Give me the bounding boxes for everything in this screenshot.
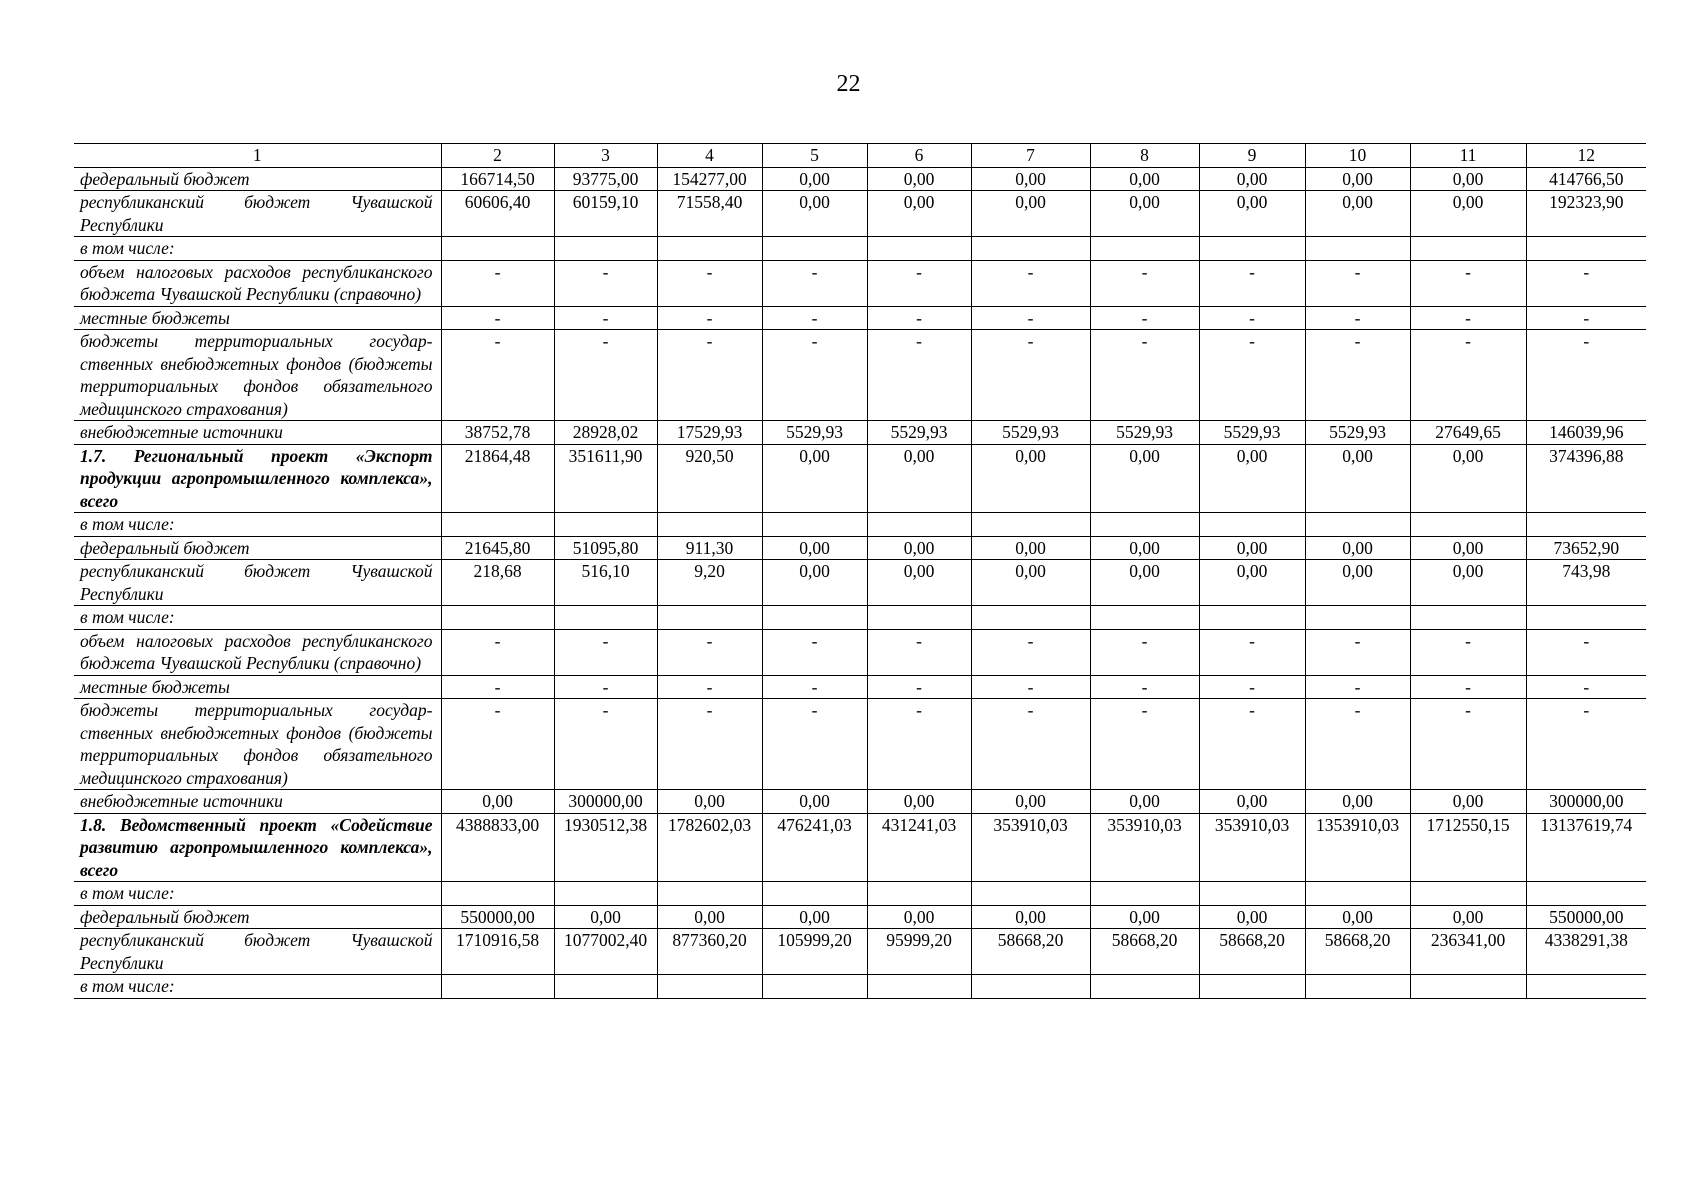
- value-cell-col-5: -: [762, 675, 867, 699]
- value-cell-col-9: -: [1199, 330, 1305, 421]
- value-cell-col-7: 0,00: [971, 191, 1090, 237]
- row-label-cell: бюджеты территориальных государственных внебюджетных фондов (бюджеты территориальных фондов обязательного медицинского страхования): [74, 330, 441, 421]
- value-cell-col-4: [657, 513, 762, 537]
- value-cell-col-12: 73652,90: [1526, 536, 1646, 560]
- value-cell-col-10: 0,00: [1305, 560, 1410, 606]
- project-title-cell: 1.7. Региональный проект «Экспорт продукции агропромышленного комплекса», всего: [74, 444, 441, 513]
- value-cell-col-12: [1526, 882, 1646, 906]
- table-row: [74, 306, 1646, 330]
- value-cell-col-3: -: [554, 629, 657, 675]
- column-header-7: 7: [971, 144, 1090, 168]
- header-row: [74, 144, 1646, 168]
- value-cell-col-4: 877360,20: [657, 929, 762, 975]
- value-cell-col-8: -: [1090, 330, 1199, 421]
- value-cell-col-6: 0,00: [867, 790, 971, 814]
- column-header-9: 9: [1199, 144, 1305, 168]
- row-label-cell: республиканский бюджет Чувашской Республики: [74, 929, 441, 975]
- value-cell-col-12: -: [1526, 629, 1646, 675]
- value-cell-col-7: -: [971, 699, 1090, 790]
- value-cell-col-8: [1090, 237, 1199, 261]
- value-cell-col-7: [971, 606, 1090, 630]
- value-cell-col-2: -: [441, 260, 554, 306]
- value-cell-col-8: 0,00: [1090, 560, 1199, 606]
- value-cell-col-3: [554, 237, 657, 261]
- table-row: [74, 444, 1646, 513]
- column-header-6: 6: [867, 144, 971, 168]
- value-cell-col-3: 300000,00: [554, 790, 657, 814]
- value-cell-col-11: 0,00: [1410, 536, 1526, 560]
- column-header-1: 1: [74, 144, 441, 168]
- value-cell-col-10: -: [1305, 675, 1410, 699]
- value-cell-col-11: -: [1410, 699, 1526, 790]
- value-cell-col-4: 154277,00: [657, 167, 762, 191]
- table-row: [74, 513, 1646, 537]
- value-cell-col-8: 0,00: [1090, 536, 1199, 560]
- value-cell-col-5: 0,00: [762, 191, 867, 237]
- value-cell-col-7: 0,00: [971, 790, 1090, 814]
- value-cell-col-11: [1410, 882, 1526, 906]
- value-cell-col-11: 1712550,15: [1410, 813, 1526, 882]
- value-cell-col-5: 0,00: [762, 444, 867, 513]
- value-cell-col-6: -: [867, 260, 971, 306]
- value-cell-col-7: 58668,20: [971, 929, 1090, 975]
- table-row: [74, 929, 1646, 975]
- value-cell-col-11: -: [1410, 675, 1526, 699]
- value-cell-col-10: [1305, 513, 1410, 537]
- value-cell-col-6: 0,00: [867, 167, 971, 191]
- value-cell-col-5: -: [762, 699, 867, 790]
- value-cell-col-11: [1410, 975, 1526, 999]
- value-cell-col-9: 0,00: [1199, 560, 1305, 606]
- value-cell-col-9: -: [1199, 306, 1305, 330]
- value-cell-col-6: -: [867, 330, 971, 421]
- value-cell-col-2: [441, 237, 554, 261]
- row-label-cell: внебюджетные источники: [74, 790, 441, 814]
- value-cell-col-9: [1199, 975, 1305, 999]
- row-label-cell: объем налоговых расходов республиканского бюджета Чувашской Республики (справочно): [74, 629, 441, 675]
- column-header-10: 10: [1305, 144, 1410, 168]
- value-cell-col-8: 0,00: [1090, 191, 1199, 237]
- value-cell-col-7: 0,00: [971, 905, 1090, 929]
- table-row: [74, 606, 1646, 630]
- value-cell-col-2: -: [441, 675, 554, 699]
- value-cell-col-2: [441, 975, 554, 999]
- value-cell-col-10: 0,00: [1305, 536, 1410, 560]
- value-cell-col-10: -: [1305, 699, 1410, 790]
- value-cell-col-7: -: [971, 675, 1090, 699]
- value-cell-col-12: [1526, 513, 1646, 537]
- table-body: [74, 167, 1646, 998]
- row-label-cell: внебюджетные источники: [74, 421, 441, 445]
- table-row: [74, 260, 1646, 306]
- value-cell-col-2: 21864,48: [441, 444, 554, 513]
- table-row: [74, 191, 1646, 237]
- value-cell-col-5: 5529,93: [762, 421, 867, 445]
- value-cell-col-9: -: [1199, 629, 1305, 675]
- row-label-cell: местные бюджеты: [74, 675, 441, 699]
- value-cell-col-8: 5529,93: [1090, 421, 1199, 445]
- value-cell-col-10: 1353910,03: [1305, 813, 1410, 882]
- value-cell-col-2: [441, 606, 554, 630]
- value-cell-col-4: -: [657, 629, 762, 675]
- value-cell-col-3: -: [554, 675, 657, 699]
- column-header-8: 8: [1090, 144, 1199, 168]
- value-cell-col-12: 550000,00: [1526, 905, 1646, 929]
- value-cell-col-11: -: [1410, 330, 1526, 421]
- value-cell-col-4: -: [657, 330, 762, 421]
- value-cell-col-5: 0,00: [762, 905, 867, 929]
- value-cell-col-9: -: [1199, 699, 1305, 790]
- table-row: [74, 629, 1646, 675]
- value-cell-col-5: 105999,20: [762, 929, 867, 975]
- value-cell-col-2: 218,68: [441, 560, 554, 606]
- table-row: [74, 699, 1646, 790]
- value-cell-col-8: [1090, 882, 1199, 906]
- budget-table: [74, 143, 1646, 999]
- value-cell-col-8: [1090, 606, 1199, 630]
- value-cell-col-6: -: [867, 675, 971, 699]
- value-cell-col-5: 476241,03: [762, 813, 867, 882]
- value-cell-col-2: -: [441, 699, 554, 790]
- value-cell-col-5: 0,00: [762, 790, 867, 814]
- value-cell-col-7: 0,00: [971, 560, 1090, 606]
- table-row: [74, 675, 1646, 699]
- value-cell-col-6: [867, 513, 971, 537]
- value-cell-col-12: -: [1526, 260, 1646, 306]
- value-cell-col-7: [971, 975, 1090, 999]
- value-cell-col-6: 0,00: [867, 191, 971, 237]
- value-cell-col-9: [1199, 513, 1305, 537]
- table-row: [74, 790, 1646, 814]
- row-label-cell: в том числе:: [74, 975, 441, 999]
- value-cell-col-10: [1305, 237, 1410, 261]
- value-cell-col-4: [657, 237, 762, 261]
- value-cell-col-10: -: [1305, 629, 1410, 675]
- value-cell-col-4: [657, 882, 762, 906]
- value-cell-col-5: -: [762, 306, 867, 330]
- value-cell-col-4: 9,20: [657, 560, 762, 606]
- value-cell-col-11: [1410, 237, 1526, 261]
- value-cell-col-11: 0,00: [1410, 905, 1526, 929]
- row-label-cell: республиканский бюджет Чувашской Республики: [74, 560, 441, 606]
- value-cell-col-2: 60606,40: [441, 191, 554, 237]
- value-cell-col-7: [971, 513, 1090, 537]
- value-cell-col-5: -: [762, 260, 867, 306]
- value-cell-col-3: 516,10: [554, 560, 657, 606]
- table-row: [74, 813, 1646, 882]
- column-header-12: 12: [1526, 144, 1646, 168]
- value-cell-col-11: 0,00: [1410, 560, 1526, 606]
- value-cell-col-4: -: [657, 675, 762, 699]
- value-cell-col-10: 0,00: [1305, 905, 1410, 929]
- value-cell-col-2: -: [441, 306, 554, 330]
- value-cell-col-11: [1410, 606, 1526, 630]
- value-cell-col-6: 0,00: [867, 536, 971, 560]
- value-cell-col-9: 0,00: [1199, 790, 1305, 814]
- value-cell-col-7: 0,00: [971, 444, 1090, 513]
- value-cell-col-12: 4338291,38: [1526, 929, 1646, 975]
- value-cell-col-8: -: [1090, 675, 1199, 699]
- value-cell-col-5: [762, 513, 867, 537]
- value-cell-col-9: 353910,03: [1199, 813, 1305, 882]
- value-cell-col-3: -: [554, 330, 657, 421]
- value-cell-col-7: [971, 882, 1090, 906]
- value-cell-col-7: 353910,03: [971, 813, 1090, 882]
- value-cell-col-11: -: [1410, 306, 1526, 330]
- value-cell-col-2: -: [441, 330, 554, 421]
- value-cell-col-4: -: [657, 260, 762, 306]
- value-cell-col-10: 58668,20: [1305, 929, 1410, 975]
- value-cell-col-10: [1305, 975, 1410, 999]
- value-cell-col-10: 0,00: [1305, 191, 1410, 237]
- row-label-cell: в том числе:: [74, 513, 441, 537]
- value-cell-col-9: 0,00: [1199, 167, 1305, 191]
- value-cell-col-3: 93775,00: [554, 167, 657, 191]
- value-cell-col-9: 0,00: [1199, 444, 1305, 513]
- table-row: [74, 167, 1646, 191]
- value-cell-col-8: 0,00: [1090, 167, 1199, 191]
- value-cell-col-10: -: [1305, 306, 1410, 330]
- value-cell-col-10: 0,00: [1305, 790, 1410, 814]
- value-cell-col-12: [1526, 606, 1646, 630]
- value-cell-col-4: 17529,93: [657, 421, 762, 445]
- value-cell-col-3: 28928,02: [554, 421, 657, 445]
- value-cell-col-5: -: [762, 629, 867, 675]
- value-cell-col-4: [657, 606, 762, 630]
- value-cell-col-8: 0,00: [1090, 444, 1199, 513]
- value-cell-col-5: 0,00: [762, 560, 867, 606]
- value-cell-col-8: 353910,03: [1090, 813, 1199, 882]
- value-cell-col-6: [867, 882, 971, 906]
- row-label-cell: в том числе:: [74, 882, 441, 906]
- value-cell-col-9: 0,00: [1199, 536, 1305, 560]
- value-cell-col-8: -: [1090, 699, 1199, 790]
- column-header-2: 2: [441, 144, 554, 168]
- row-label-cell: объем налоговых расходов республиканского бюджета Чувашской Республики (справочно): [74, 260, 441, 306]
- value-cell-col-3: [554, 513, 657, 537]
- value-cell-col-8: 0,00: [1090, 790, 1199, 814]
- value-cell-col-4: 911,30: [657, 536, 762, 560]
- value-cell-col-3: [554, 975, 657, 999]
- value-cell-col-8: -: [1090, 629, 1199, 675]
- value-cell-col-3: 51095,80: [554, 536, 657, 560]
- value-cell-col-12: -: [1526, 675, 1646, 699]
- value-cell-col-6: -: [867, 306, 971, 330]
- row-label-cell: федеральный бюджет: [74, 536, 441, 560]
- value-cell-col-10: 5529,93: [1305, 421, 1410, 445]
- row-label-cell: бюджеты территориальных государственных внебюджетных фондов (бюджеты территориальных фондов обязательного медицинского страхования): [74, 699, 441, 790]
- value-cell-col-11: -: [1410, 260, 1526, 306]
- value-cell-col-8: [1090, 975, 1199, 999]
- value-cell-col-4: 0,00: [657, 790, 762, 814]
- table-row: [74, 237, 1646, 261]
- value-cell-col-7: 0,00: [971, 536, 1090, 560]
- value-cell-col-10: [1305, 882, 1410, 906]
- value-cell-col-6: [867, 606, 971, 630]
- value-cell-col-11: 0,00: [1410, 191, 1526, 237]
- row-label-cell: федеральный бюджет: [74, 167, 441, 191]
- value-cell-col-3: -: [554, 306, 657, 330]
- value-cell-col-6: -: [867, 629, 971, 675]
- value-cell-col-2: 4388833,00: [441, 813, 554, 882]
- value-cell-col-9: -: [1199, 260, 1305, 306]
- value-cell-col-3: -: [554, 699, 657, 790]
- table-row: [74, 330, 1646, 421]
- table-row: [74, 975, 1646, 999]
- value-cell-col-12: 192323,90: [1526, 191, 1646, 237]
- value-cell-col-3: 1077002,40: [554, 929, 657, 975]
- column-header-11: 11: [1410, 144, 1526, 168]
- value-cell-col-2: 550000,00: [441, 905, 554, 929]
- value-cell-col-12: 743,98: [1526, 560, 1646, 606]
- value-cell-col-3: -: [554, 260, 657, 306]
- table-row: [74, 882, 1646, 906]
- project-title-cell: 1.8. Ведомственный проект «Содействие развитию агропромышленного комплекса», всего: [74, 813, 441, 882]
- value-cell-col-11: 0,00: [1410, 167, 1526, 191]
- value-cell-col-11: 0,00: [1410, 444, 1526, 513]
- value-cell-col-2: 1710916,58: [441, 929, 554, 975]
- value-cell-col-6: -: [867, 699, 971, 790]
- value-cell-col-11: [1410, 513, 1526, 537]
- table-row: [74, 536, 1646, 560]
- column-header-3: 3: [554, 144, 657, 168]
- value-cell-col-2: [441, 882, 554, 906]
- value-cell-col-5: [762, 237, 867, 261]
- value-cell-col-5: [762, 975, 867, 999]
- page-number: 22: [836, 71, 861, 97]
- value-cell-col-9: 58668,20: [1199, 929, 1305, 975]
- value-cell-col-12: 414766,50: [1526, 167, 1646, 191]
- column-header-5: 5: [762, 144, 867, 168]
- value-cell-col-8: 58668,20: [1090, 929, 1199, 975]
- value-cell-col-7: 5529,93: [971, 421, 1090, 445]
- value-cell-col-2: 38752,78: [441, 421, 554, 445]
- value-cell-col-7: -: [971, 260, 1090, 306]
- value-cell-col-7: [971, 237, 1090, 261]
- value-cell-col-4: 920,50: [657, 444, 762, 513]
- value-cell-col-2: 166714,50: [441, 167, 554, 191]
- value-cell-col-10: 0,00: [1305, 444, 1410, 513]
- value-cell-col-12: -: [1526, 306, 1646, 330]
- value-cell-col-2: 21645,80: [441, 536, 554, 560]
- value-cell-col-8: [1090, 513, 1199, 537]
- value-cell-col-5: [762, 606, 867, 630]
- value-cell-col-4: -: [657, 699, 762, 790]
- value-cell-col-2: -: [441, 629, 554, 675]
- value-cell-col-12: -: [1526, 330, 1646, 421]
- value-cell-col-11: 0,00: [1410, 790, 1526, 814]
- table-row: [74, 905, 1646, 929]
- value-cell-col-10: [1305, 606, 1410, 630]
- value-cell-col-9: [1199, 882, 1305, 906]
- value-cell-col-6: 5529,93: [867, 421, 971, 445]
- column-header-4: 4: [657, 144, 762, 168]
- value-cell-col-5: 0,00: [762, 536, 867, 560]
- value-cell-col-8: -: [1090, 306, 1199, 330]
- value-cell-col-7: -: [971, 306, 1090, 330]
- value-cell-col-4: 1782602,03: [657, 813, 762, 882]
- row-label-cell: республиканский бюджет Чувашской Республики: [74, 191, 441, 237]
- value-cell-col-6: [867, 237, 971, 261]
- value-cell-col-3: 351611,90: [554, 444, 657, 513]
- value-cell-col-7: -: [971, 330, 1090, 421]
- value-cell-col-6: 0,00: [867, 905, 971, 929]
- value-cell-col-12: [1526, 237, 1646, 261]
- value-cell-col-9: 0,00: [1199, 191, 1305, 237]
- value-cell-col-8: -: [1090, 260, 1199, 306]
- value-cell-col-3: [554, 882, 657, 906]
- value-cell-col-2: 0,00: [441, 790, 554, 814]
- value-cell-col-4: 71558,40: [657, 191, 762, 237]
- value-cell-col-2: [441, 513, 554, 537]
- value-cell-col-9: 0,00: [1199, 905, 1305, 929]
- value-cell-col-3: 60159,10: [554, 191, 657, 237]
- row-label-cell: местные бюджеты: [74, 306, 441, 330]
- row-label-cell: в том числе:: [74, 237, 441, 261]
- value-cell-col-10: -: [1305, 330, 1410, 421]
- value-cell-col-3: 0,00: [554, 905, 657, 929]
- value-cell-col-6: [867, 975, 971, 999]
- value-cell-col-4: -: [657, 306, 762, 330]
- row-label-cell: федеральный бюджет: [74, 905, 441, 929]
- value-cell-col-5: -: [762, 330, 867, 421]
- value-cell-col-4: 0,00: [657, 905, 762, 929]
- table-header: [74, 144, 1646, 168]
- value-cell-col-5: [762, 882, 867, 906]
- value-cell-col-3: [554, 606, 657, 630]
- table-row: [74, 560, 1646, 606]
- value-cell-col-9: [1199, 606, 1305, 630]
- value-cell-col-6: 0,00: [867, 444, 971, 513]
- value-cell-col-6: 431241,03: [867, 813, 971, 882]
- row-label-cell: в том числе:: [74, 606, 441, 630]
- value-cell-col-12: [1526, 975, 1646, 999]
- value-cell-col-9: 5529,93: [1199, 421, 1305, 445]
- value-cell-col-9: -: [1199, 675, 1305, 699]
- value-cell-col-11: -: [1410, 629, 1526, 675]
- value-cell-col-4: [657, 975, 762, 999]
- value-cell-col-12: -: [1526, 699, 1646, 790]
- value-cell-col-12: 146039,96: [1526, 421, 1646, 445]
- value-cell-col-10: -: [1305, 260, 1410, 306]
- value-cell-col-8: 0,00: [1090, 905, 1199, 929]
- value-cell-col-5: 0,00: [762, 167, 867, 191]
- table-row: [74, 421, 1646, 445]
- value-cell-col-10: 0,00: [1305, 167, 1410, 191]
- value-cell-col-12: 13137619,74: [1526, 813, 1646, 882]
- value-cell-col-3: 1930512,38: [554, 813, 657, 882]
- value-cell-col-11: 27649,65: [1410, 421, 1526, 445]
- value-cell-col-12: 300000,00: [1526, 790, 1646, 814]
- value-cell-col-9: [1199, 237, 1305, 261]
- value-cell-col-7: -: [971, 629, 1090, 675]
- value-cell-col-12: 374396,88: [1526, 444, 1646, 513]
- value-cell-col-6: 0,00: [867, 560, 971, 606]
- value-cell-col-11: 236341,00: [1410, 929, 1526, 975]
- value-cell-col-7: 0,00: [971, 167, 1090, 191]
- value-cell-col-6: 95999,20: [867, 929, 971, 975]
